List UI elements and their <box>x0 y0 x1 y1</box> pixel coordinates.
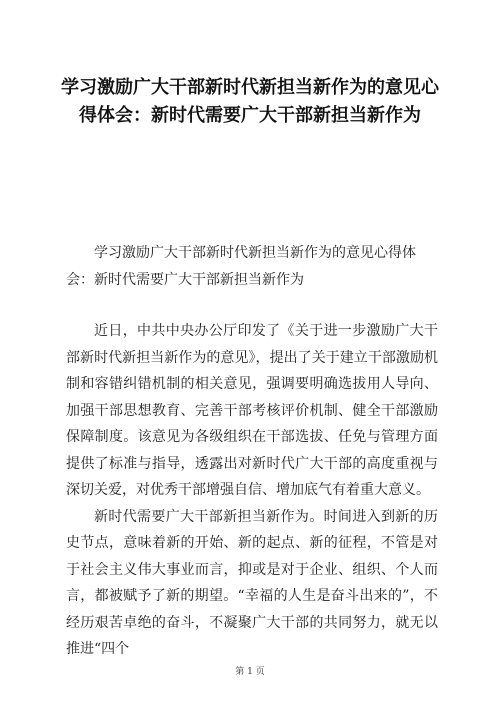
document-title: 学习激励广大干部新时代新担当新作为的意见心得体会：新时代需要广大干部新担当新作为 <box>61 77 439 126</box>
paragraph-2: 新时代需要广大干部新担当新作为。时间进入到新的历史节点，意味着新的开始、新的起点、新的征程，不管是对于社会主义伟大事业而言，抑或是对于企业、组织、个人而言，都被赋予了新的期望。“幸福的人生是奋斗出来的”，不经历艰苦卓绝的奋斗，不凝聚广大干部的共同努力，就无以推进“四个 <box>66 508 438 657</box>
document-body <box>66 318 438 663</box>
page-number: 第 1 页 <box>235 667 265 677</box>
document-subtitle: 学习激励广大干部新时代新担当新作为的意见心得体会：新时代需要广大干部新担当新作为 <box>66 245 416 288</box>
paragraph-1: 近日，中共中央办公厅印发了《关于进一步激励广大干部新时代新担当新作为的意见》，提出了关于建立干部激励机制和容错纠错机制的相关意见，强调要明确选拔用人导向、加强干部思想教育、完善干部考核评价机制、健全干部激励保障制度。该意见为各级组织在干部选拔、任免与管理方面提供了标准与指导，透露出对新时代广大干部的高度重视与深切关爱，对优秀干部增强自信、增加底气有着重大意义。 <box>66 323 438 498</box>
